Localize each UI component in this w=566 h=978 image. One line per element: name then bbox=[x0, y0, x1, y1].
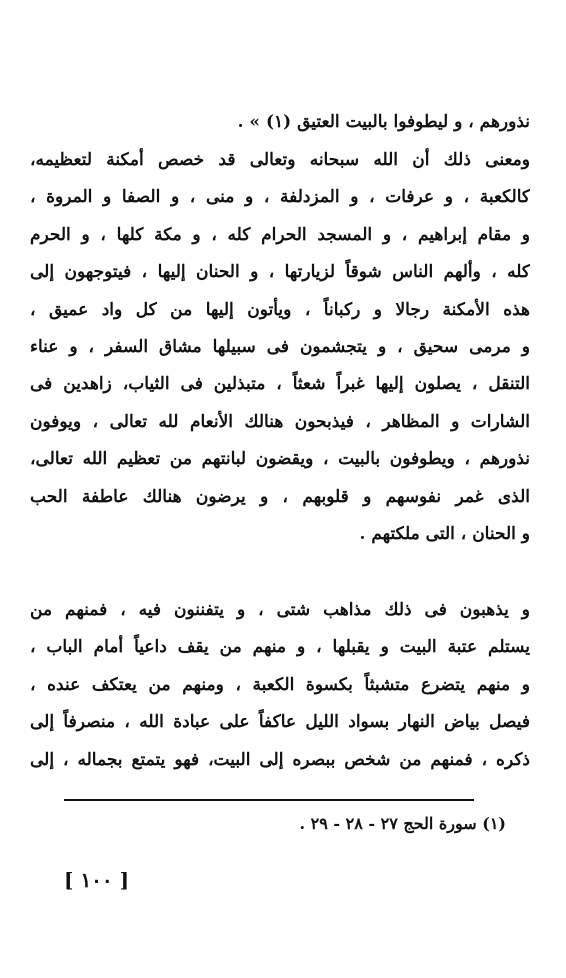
text-line: و مقام إبراهيم ، و المسجد الحرام كله ، و مكة كلها ، و الحرم bbox=[30, 224, 530, 245]
text-line: نذورهم ، ويطوفون بالبيت ، ويقضون لبانتهم من تعظيم الله تعالى، bbox=[30, 449, 530, 470]
text-line: كله ، وألهم الناس شوقاً لزيارتها ، و الحنان إليها ، فيتوجهون إلى bbox=[30, 262, 530, 283]
footnote: (١) سورة الحج ٢٧ - ٢٨ - ٢٩ . bbox=[299, 814, 506, 833]
text-line: ذكره ، فمنهم من شخص ببصره إلى البيت، فهو يتمتع بجماله ، إلى bbox=[30, 749, 530, 770]
paragraph-3 bbox=[30, 592, 530, 779]
text-line: الشارات و المظاهر ، فيذبحون هنالك الأنعام لله تعالى ، ويوفون bbox=[30, 411, 530, 432]
text-line: التنقل ، يصلون إليها غبراً شعثاً ، متبذلين فى الثياب، زاهدين فى bbox=[30, 374, 530, 395]
text-line: كالكعبة ، و عرفات ، و المزدلفة ، و منى ، و الصفا و المروة ، bbox=[30, 187, 530, 208]
text-line: يستلم عتبة البيت و يقبلها ، و منهم من يقف داعياً أمام الباب ، bbox=[30, 637, 530, 658]
paragraph-2 bbox=[30, 142, 530, 553]
footnote-divider bbox=[64, 799, 474, 801]
text-line: و الحنان ، التى ملكتهم . bbox=[359, 523, 530, 544]
text-line: نذورهم ، و ليطوفوا بالبيت العتيق (١) » . bbox=[237, 112, 530, 132]
text-line: و منهم يتضرع متشبثاً بكسوة الكعبة ، ومنهم من يعتكف عنده ، bbox=[30, 674, 530, 695]
page-number: [ ١٠٠ ] bbox=[64, 868, 130, 892]
text-line: الذى غمر نفوسهم و قلوبهم ، و يرضون هنالك عاطفة الحب bbox=[30, 486, 530, 507]
paragraph-1 bbox=[30, 104, 530, 141]
text-line: و يذهبون فى ذلك مذاهب شتى ، و يتفننون فيه ، فمنهم من bbox=[30, 600, 530, 620]
text-line: و مرمى سحيق ، و يتجشمون فى سبيلها مشاق السفر ، و عناء bbox=[30, 336, 530, 357]
text-line: فيصل بياض النهار بسواد الليل عاكفاً على عبادة الله ، منصرفاً إلى bbox=[30, 712, 530, 733]
text-line: هذه الأمكنة رجالا و ركباناً ، ويأتون إليها من كل واد عميق ، bbox=[30, 299, 530, 320]
text-line: ومعنى ذلك أن الله سبحانه وتعالى قد خصص أمكنة لتعظيمه، bbox=[30, 150, 530, 170]
